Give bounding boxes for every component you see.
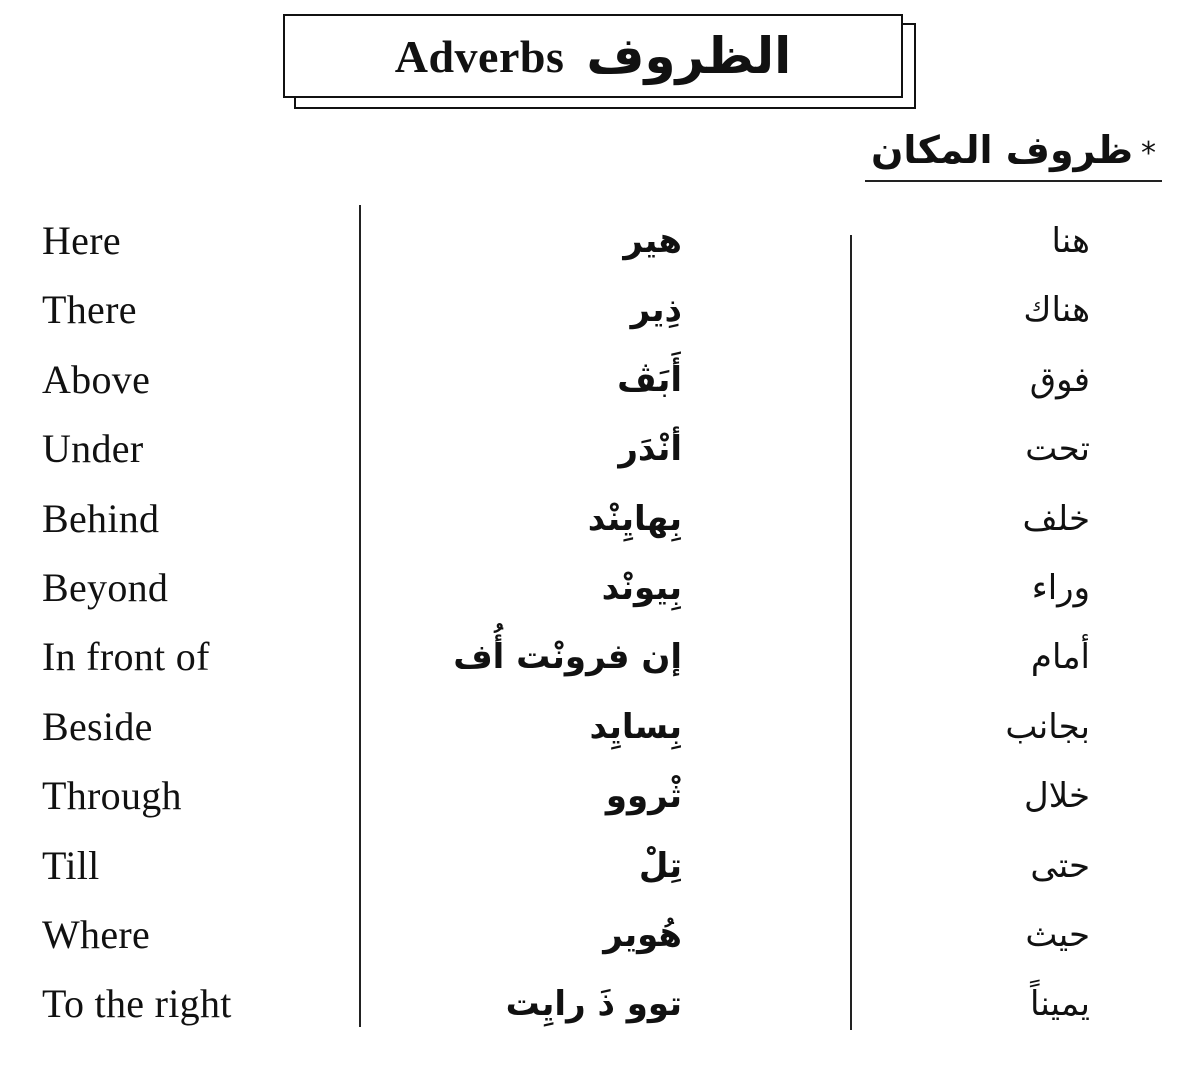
adverb-row xyxy=(0,284,1200,353)
adverb-row xyxy=(0,215,1200,284)
arabic-word: فوق xyxy=(1029,359,1090,400)
adverb-row xyxy=(0,562,1200,631)
english-word: Above xyxy=(42,356,151,402)
pronunciation: بِسايِد xyxy=(589,706,682,747)
english-word: In front of xyxy=(42,634,210,680)
adverb-row xyxy=(0,493,1200,562)
adverb-row xyxy=(0,840,1200,909)
adverb-list xyxy=(0,215,1200,1048)
section-heading-text: ظروف المكان xyxy=(871,128,1133,172)
arabic-word: حيث xyxy=(1025,914,1090,955)
arabic-word: وراء xyxy=(1031,567,1090,608)
english-word: Under xyxy=(42,426,144,472)
arabic-word: خلال xyxy=(1023,776,1090,817)
adverb-row xyxy=(0,423,1200,492)
pronunciation: بِهايِنْد xyxy=(587,498,682,539)
title-english: Adverbs xyxy=(394,30,565,82)
section-heading xyxy=(865,128,1162,182)
pronunciation: إن فرونْت أُف xyxy=(453,637,682,678)
pronunciation: أنْدَر xyxy=(618,429,682,470)
pronunciation: هير xyxy=(623,221,682,261)
pronunciation: ثْروو xyxy=(605,776,682,817)
english-word: Beside xyxy=(42,703,153,749)
pronunciation: توو ذَ رايِت xyxy=(505,984,682,1025)
pronunciation: هُوير xyxy=(603,914,682,955)
arabic-word: هناك xyxy=(1023,290,1090,331)
pronunciation: تِلْ xyxy=(638,845,682,886)
pronunciation: بِيونْد xyxy=(601,567,682,608)
arabic-word: بجانب xyxy=(1005,706,1090,747)
english-word: Through xyxy=(42,773,182,819)
arabic-word: يميناً xyxy=(1030,984,1090,1025)
pronunciation: ذِير xyxy=(630,290,682,331)
pronunciation: أَبَڤ xyxy=(617,359,682,400)
adverb-row xyxy=(0,354,1200,423)
section-marker: * xyxy=(1141,136,1156,171)
arabic-word: خلف xyxy=(1022,498,1090,539)
arabic-word: تحت xyxy=(1025,429,1090,470)
arabic-word: حتى xyxy=(1030,845,1090,886)
adverb-row xyxy=(0,770,1200,839)
arabic-word: أمام xyxy=(1030,637,1090,678)
english-word: Where xyxy=(42,911,151,957)
adverb-row xyxy=(0,701,1200,770)
english-word: Behind xyxy=(42,495,160,541)
english-word: Here xyxy=(42,218,121,263)
english-word: To the right xyxy=(42,981,232,1027)
arabic-word: هنا xyxy=(1051,221,1090,261)
adverb-row xyxy=(0,978,1200,1047)
adverb-row xyxy=(0,631,1200,700)
adverb-row xyxy=(0,909,1200,978)
title-arabic: الظروف xyxy=(586,27,792,85)
english-word: There xyxy=(42,287,137,333)
english-word: Beyond xyxy=(42,564,169,610)
title-box xyxy=(283,14,903,98)
english-word: Till xyxy=(42,842,100,888)
